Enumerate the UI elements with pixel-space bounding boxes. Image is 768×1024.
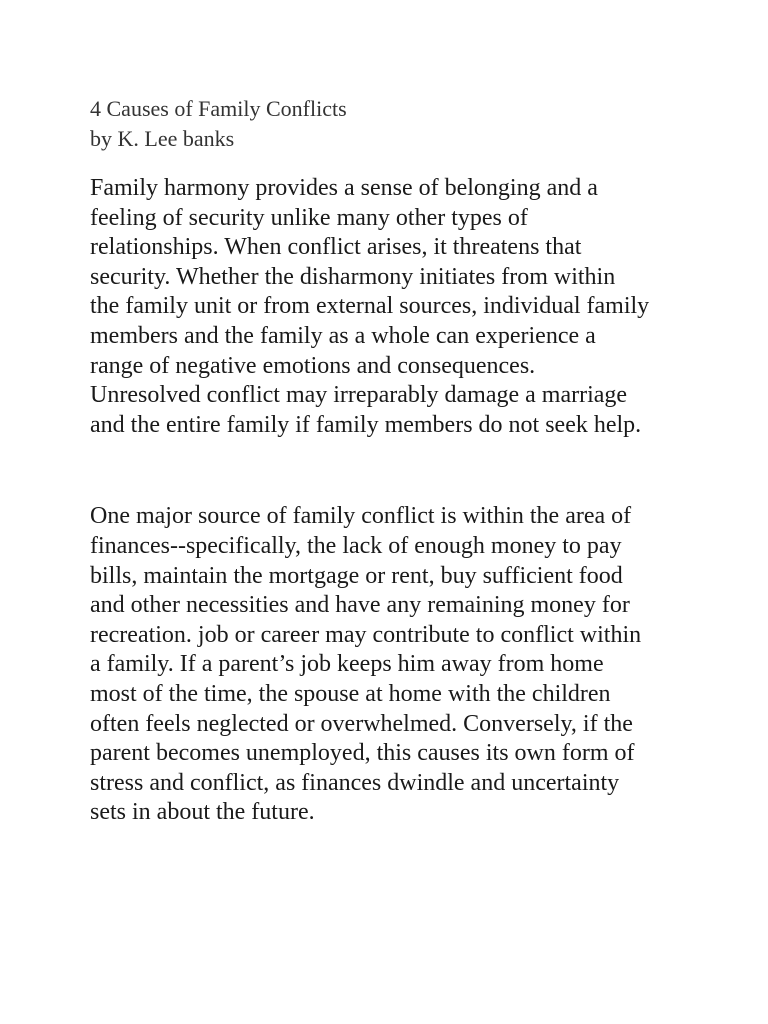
paragraph-line: and other necessities and have any remaining money for: [90, 592, 630, 619]
paragraph-line: relationships. When conflict arises, it threatens that: [90, 234, 582, 261]
paragraph-line: feeling of security unlike many other types of: [90, 204, 528, 231]
paragraph-line: the family unit or from external sources, individual family: [90, 293, 650, 320]
paragraph-intro: [90, 174, 690, 440]
document-title: 4 Causes of Family Conflicts: [90, 96, 347, 121]
paragraph-line: bills, maintain the mortgage or rent, buy sufficient food: [90, 562, 623, 589]
paragraph-line: and the entire family if family members do not seek help.: [90, 411, 642, 438]
paragraph-line: sets in about the future.: [90, 799, 315, 826]
paragraph-line: stress and conflict, as finances dwindle and uncertainty: [90, 769, 620, 796]
paragraph-line: a family. If a parent’s job keeps him away from home: [90, 651, 604, 678]
document-page: [90, 94, 690, 828]
title-block: [90, 94, 690, 154]
paragraph-line: most of the time, the spouse at home with the children: [90, 680, 611, 707]
paragraph-line: recreation. job or career may contribute to conflict within: [90, 621, 642, 648]
paragraph-line: One major source of family conflict is within the area of: [90, 503, 632, 530]
paragraph-finances: [90, 502, 690, 828]
paragraph-line: Family harmony provides a sense of belonging and a: [90, 175, 598, 201]
paragraph-line: parent becomes unemployed, this causes its own form of: [90, 740, 635, 767]
paragraph-line: often feels neglected or overwhelmed. Conversely, if the: [90, 710, 633, 737]
document-byline: by K. Lee banks: [90, 126, 235, 151]
paragraph-line: Unresolved conflict may irreparably damage a marriage: [90, 382, 628, 409]
paragraph-line: range of negative emotions and consequences.: [90, 352, 536, 379]
paragraph-line: members and the family as a whole can experience a: [90, 322, 596, 349]
paragraph-line: security. Whether the disharmony initiates from within: [90, 263, 616, 290]
paragraph-line: finances--specifically, the lack of enough money to pay: [90, 532, 622, 559]
